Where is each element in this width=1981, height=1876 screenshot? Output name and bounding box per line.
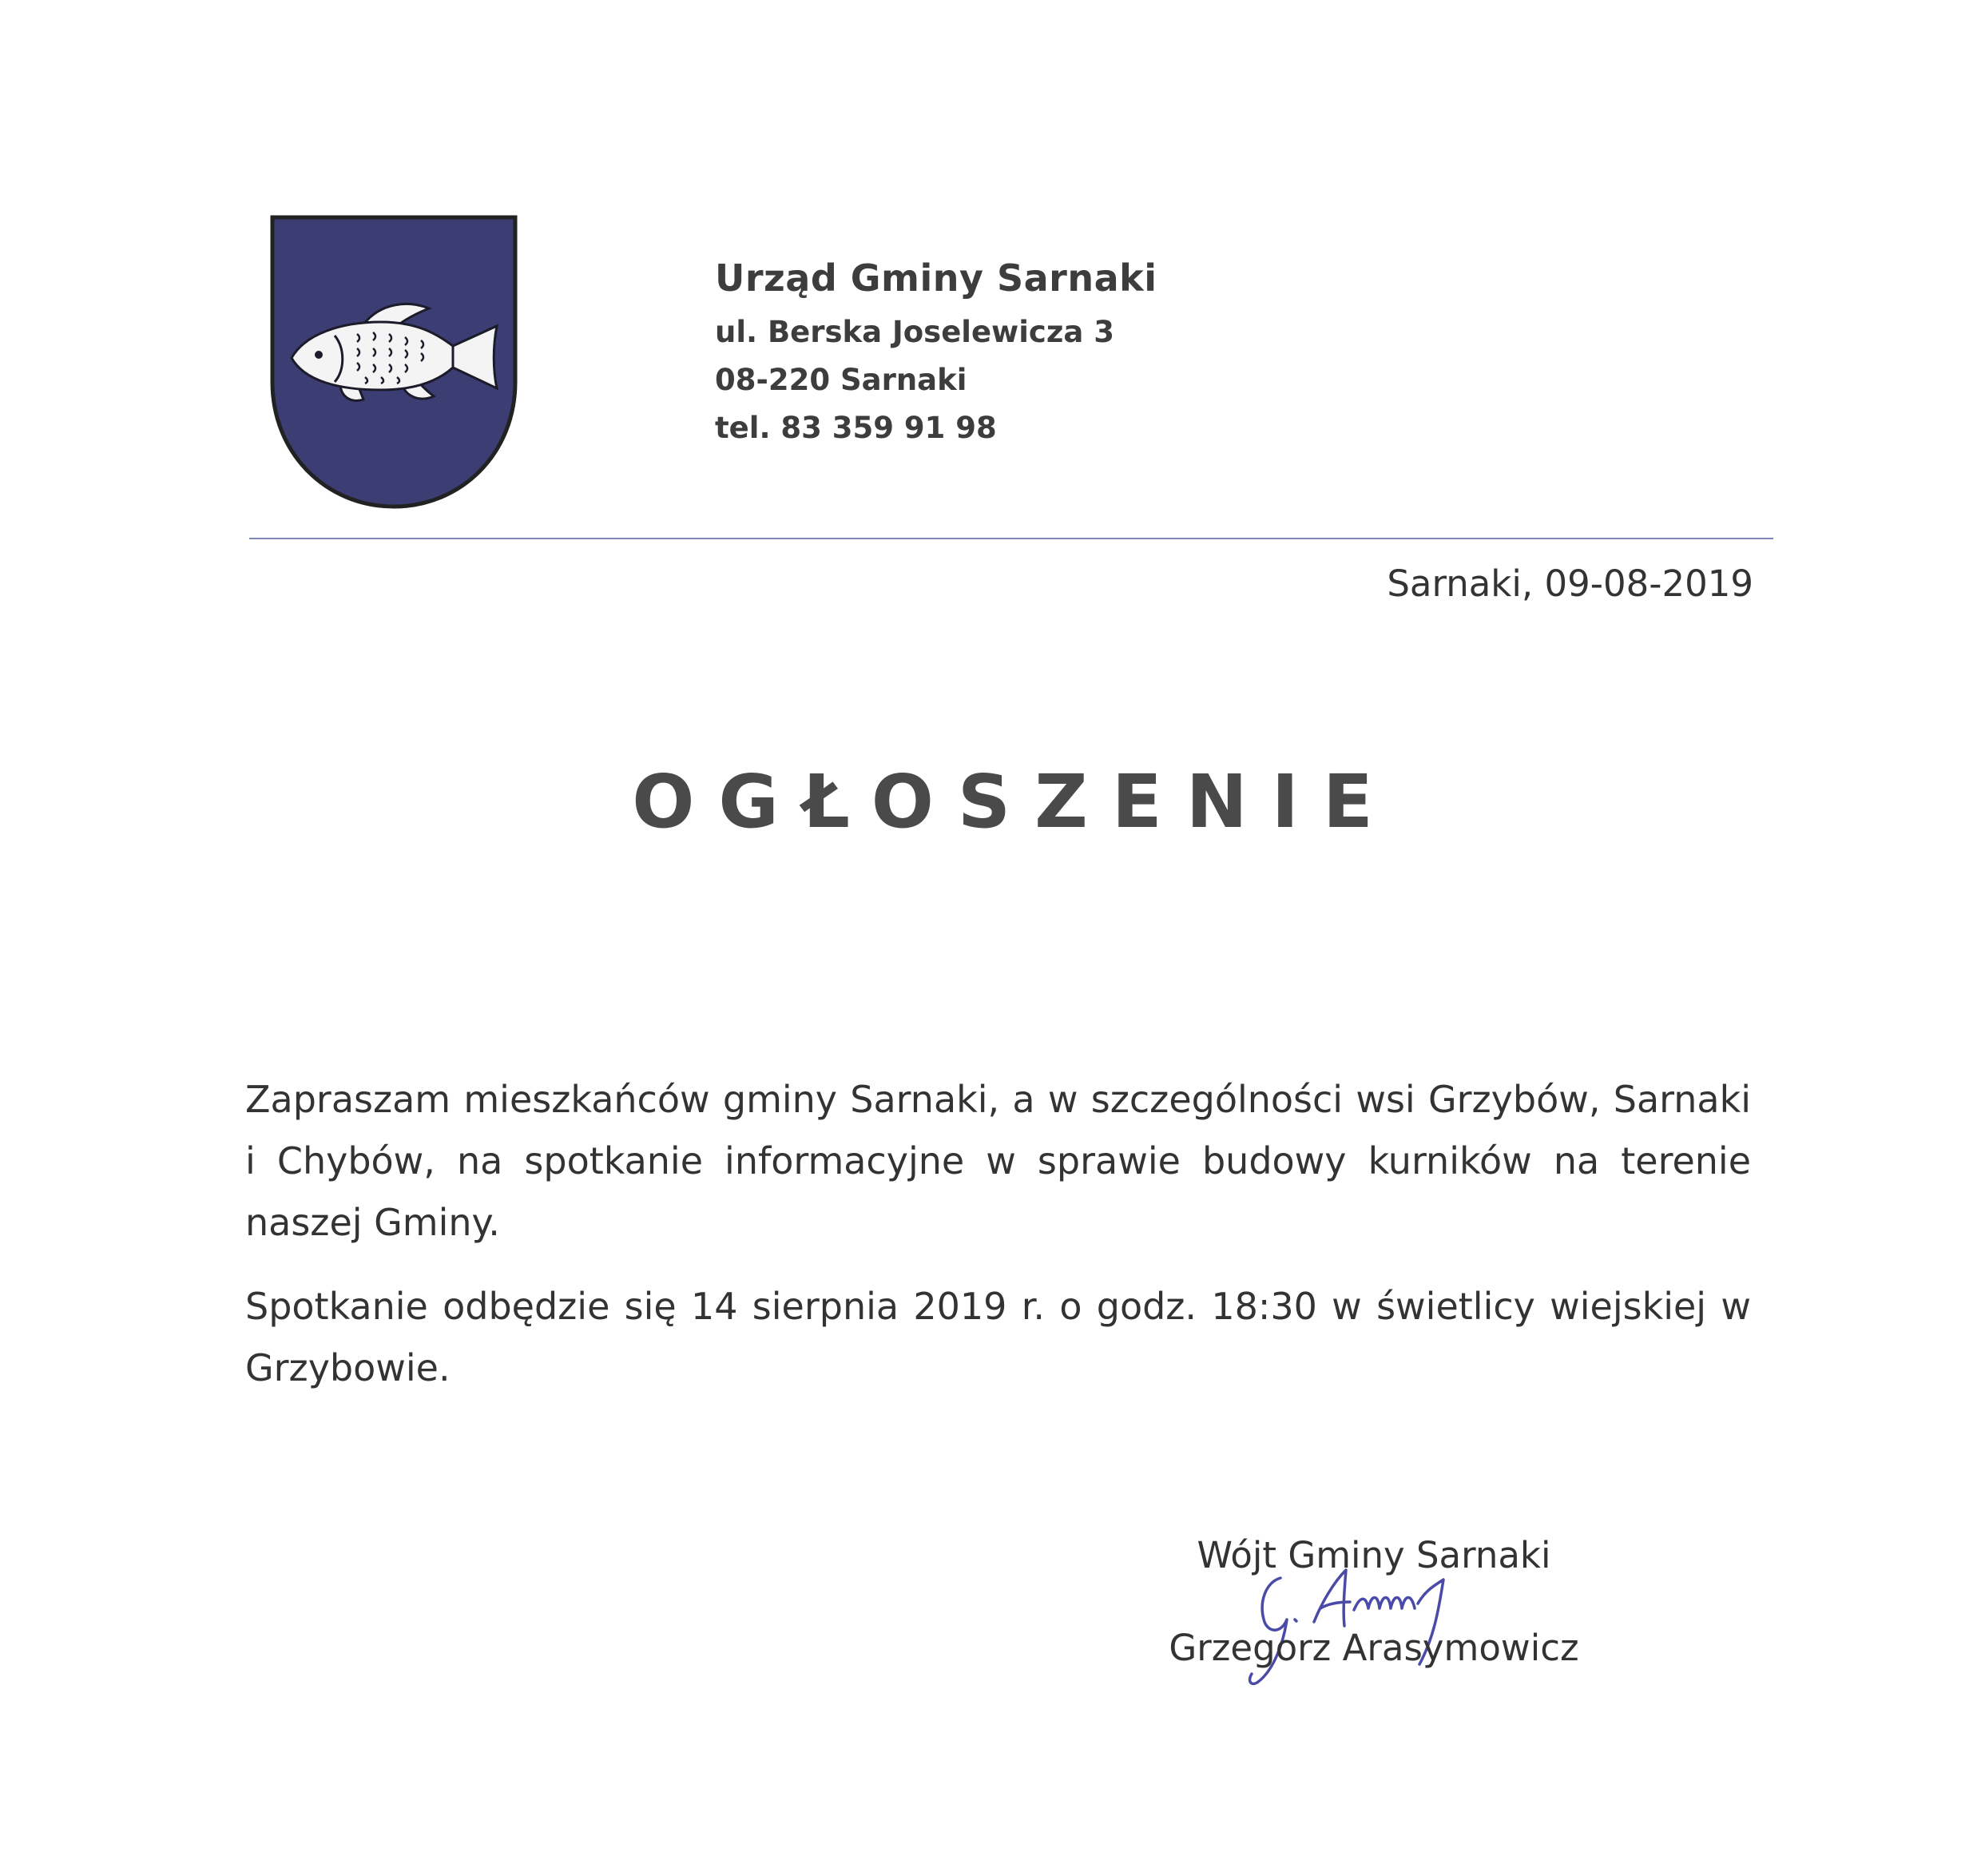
signature-block [1134, 1524, 1614, 1679]
phone-number: tel. 83 359 91 98 [715, 411, 997, 445]
header-divider [249, 538, 1773, 539]
signatory-title: Wójt Gminy Sarnaki [1197, 1534, 1551, 1576]
letterhead [715, 254, 1157, 452]
document-body [245, 1069, 1751, 1421]
body-paragraph-meeting-details: Spotkanie odbędzie się 14 sierpnia 2019 r. o godz. 18:30 w świetlicy wiejskiej w Grzybowie. [245, 1285, 1751, 1389]
address-street: ul. Berska Joselewicza 3 [715, 315, 1114, 349]
fish-coat-of-arms-icon [269, 214, 518, 510]
body-paragraph-invitation: Zapraszam mieszkańców gminy Sarnaki, a w szczególności wsi Grzybów, Sarnaki i Chybów, na spotkanie informacyjne w sprawie budowy kurników na terenie naszej Gminy. [245, 1078, 1751, 1244]
organization-name: Urząd Gminy Sarnaki [715, 256, 1157, 300]
signatory-name: Grzegorz Arasymowicz [1169, 1627, 1579, 1669]
document-title: OGŁOSZENIE [632, 759, 1397, 845]
address-city: 08-220 Sarnaki [715, 363, 967, 397]
document-date: Sarnaki, 09-08-2019 [1387, 562, 1753, 605]
